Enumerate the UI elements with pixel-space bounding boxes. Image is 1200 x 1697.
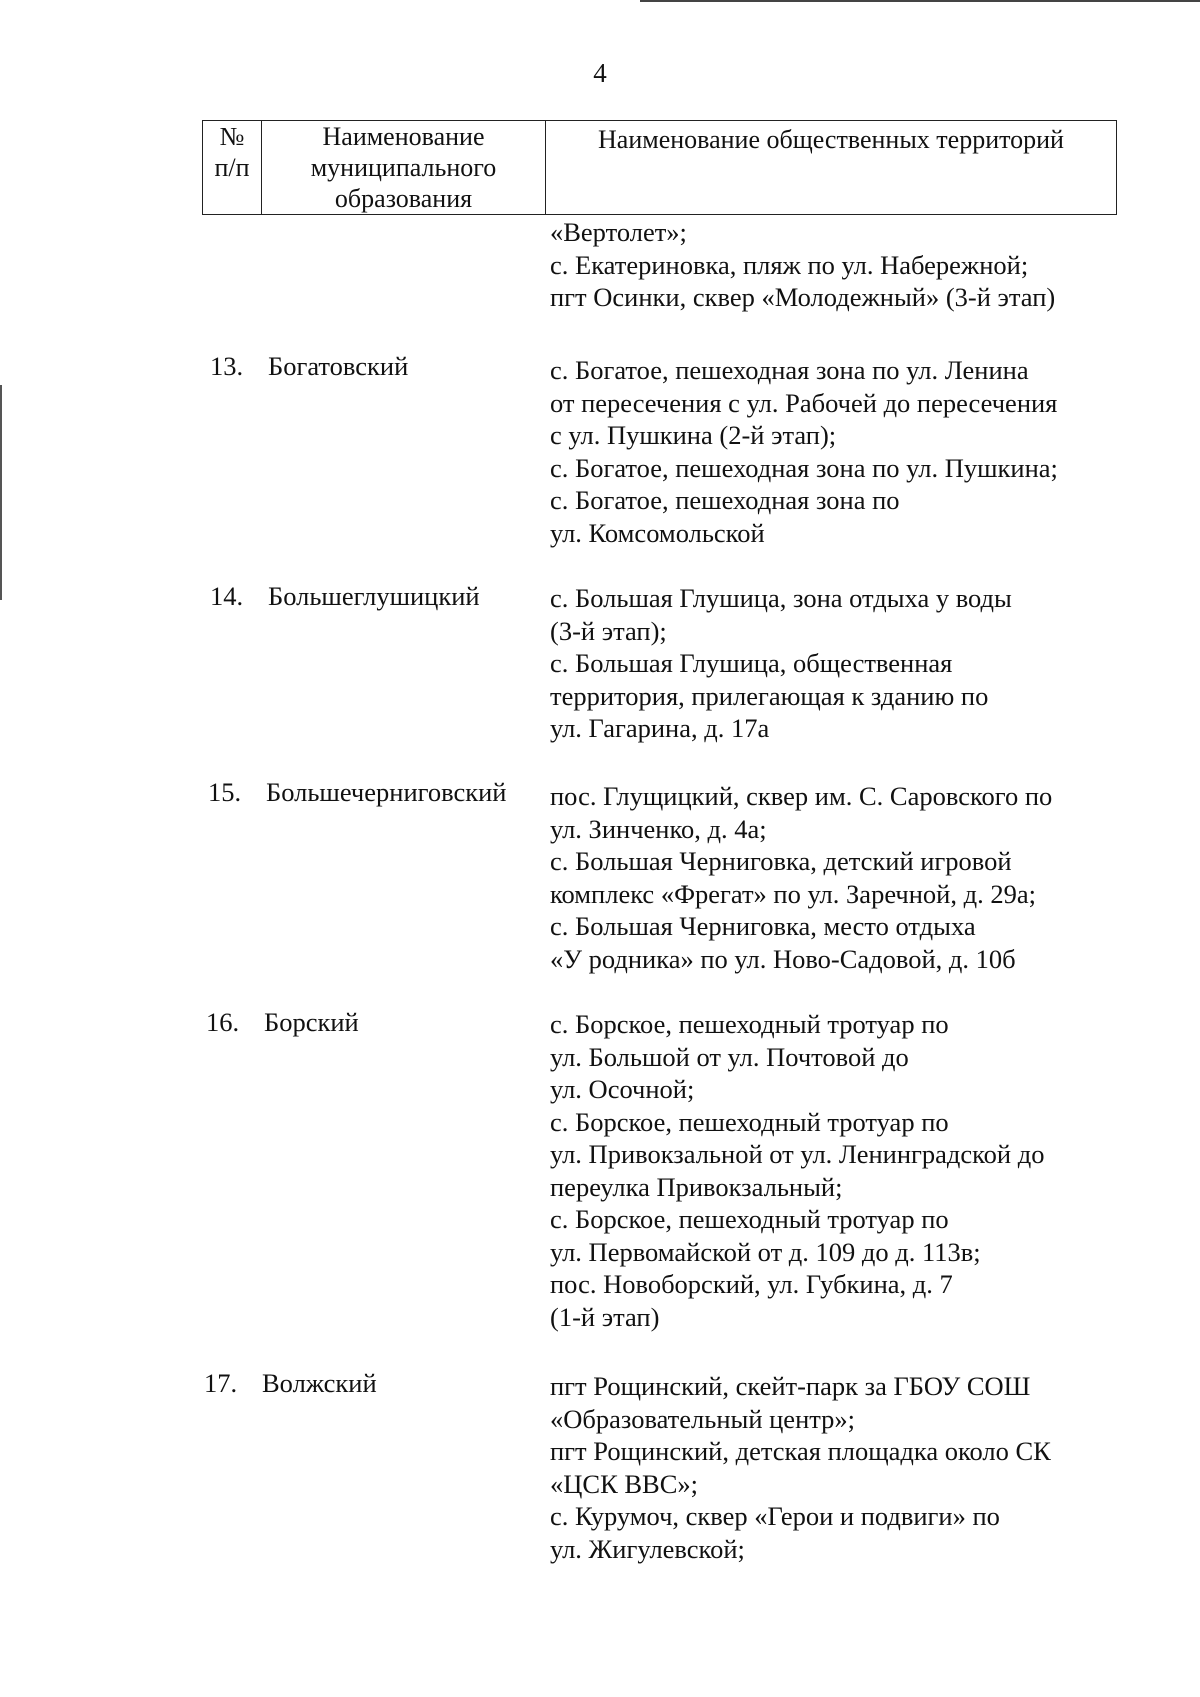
entry-number: 14.: [210, 581, 244, 611]
territory-line: пос. Глущицкий, сквер им. С. Саровского по: [550, 781, 1053, 811]
continuation-line: «Вертолет»;: [550, 217, 687, 247]
entry-territories: [550, 582, 1012, 745]
scan-edge-line: [640, 0, 1200, 2]
territory-line: с. Курумоч, сквер «Герои и подвиги» по: [550, 1501, 1000, 1531]
entry-municipality: Большечерниговский: [266, 777, 507, 807]
header-col-territories-label: Наименование общественных территорий: [598, 125, 1064, 154]
territory-line: (1-й этап): [550, 1301, 660, 1332]
territory-line: пос. Новоборский, ул. Губкина, д. 7: [550, 1269, 953, 1299]
entry-territories: [550, 780, 1052, 975]
entry-number: 13.: [210, 351, 244, 381]
territory-line: с. Большая Черниговка, место отдыха: [550, 911, 976, 941]
territory-line: «Образовательный центр»;: [550, 1403, 856, 1434]
territory-line: с. Борское, пешеходный тротуар по: [550, 1106, 949, 1137]
table-header: [202, 120, 1117, 215]
territory-line: ул. Привокзальной от ул. Ленинградской до: [550, 1139, 1045, 1169]
entry-municipality: Богатовский: [268, 351, 409, 381]
territory-line: с. Богатое, пешеходная зона по ул. Пушкина;: [550, 452, 1058, 483]
header-col-municipality-line-2: муниципального: [310, 153, 497, 182]
territory-line: пгт Рощинский, скейт-парк за ГБОУ СОШ: [550, 1371, 1031, 1401]
territory-line: ул. Жигулевской;: [550, 1533, 745, 1564]
territory-line: с. Богатое, пешеходная зона по: [550, 485, 900, 515]
territory-line: от пересечения с ул. Рабочей до пересечения: [550, 387, 1058, 418]
continuation-block: [550, 216, 1055, 314]
header-col-municipality: [262, 121, 546, 215]
territory-line: территория, прилегающая к зданию по: [550, 680, 989, 711]
header-col-number-line-1: №: [219, 122, 245, 151]
territory-line: с. Борское, пешеходный тротуар по: [550, 1204, 949, 1234]
territory-line: комплекс «Фрегат» по ул. Заречной, д. 29а;: [550, 878, 1036, 909]
continuation-line: с. Екатериновка, пляж по ул. Набережной;: [550, 249, 1029, 280]
entry-municipality: Волжский: [262, 1368, 377, 1398]
entry-territories: [550, 1370, 1051, 1565]
territory-line: с. Большая Глушица, общественная: [550, 648, 953, 678]
territory-line: ул. Осочной;: [550, 1074, 695, 1104]
territory-line: пгт Рощинский, детская площадка около СК: [550, 1436, 1051, 1466]
territory-line: с. Богатое, пешеходная зона по ул. Ленина: [550, 355, 1029, 385]
territory-line: переулка Привокзальный;: [550, 1171, 843, 1202]
header-col-number-line-2: п/п: [214, 153, 250, 182]
entry-municipality: Борский: [264, 1007, 359, 1037]
entry-number: 15.: [208, 777, 242, 807]
entry-territories: [550, 354, 1058, 549]
header-col-number: [203, 121, 262, 215]
header-col-municipality-line-1: Наименование: [322, 122, 485, 151]
territory-line: с. Борское, пешеходный тротуар по: [550, 1009, 949, 1039]
territory-line: с. Большая Глушица, зона отдыха у воды: [550, 583, 1012, 613]
entry-municipality: Большеглушицкий: [268, 581, 480, 611]
territory-line: ул. Первомайской от д. 109 до д. 113в;: [550, 1236, 981, 1267]
page-number: 4: [593, 58, 607, 88]
header-col-municipality-line-3: образования: [334, 184, 473, 213]
scan-margin-line: [0, 385, 2, 600]
territory-line: с ул. Пушкина (2-й этап);: [550, 420, 837, 450]
entry-territories: [550, 1008, 1044, 1333]
territory-line: ул. Комсомольской: [550, 517, 765, 548]
entry-number: 17.: [204, 1368, 238, 1398]
territory-line: ул. Большой от ул. Почтовой до: [550, 1041, 909, 1072]
continuation-line: пгт Осинки, сквер «Молодежный» (3-й этап): [550, 282, 1056, 312]
territory-line: ул. Зинченко, д. 4а;: [550, 813, 767, 844]
territory-line: (3-й этап);: [550, 615, 667, 646]
territory-line: ул. Гагарина, д. 17а: [550, 713, 770, 743]
entry-number: 16.: [206, 1007, 240, 1037]
header-col-territories: [546, 121, 1117, 215]
territory-line: «ЦСК ВВС»;: [550, 1468, 699, 1499]
territory-line: с. Большая Черниговка, детский игровой: [550, 846, 1012, 876]
territory-line: «У родника» по ул. Ново-Садовой, д. 10б: [550, 943, 1016, 974]
